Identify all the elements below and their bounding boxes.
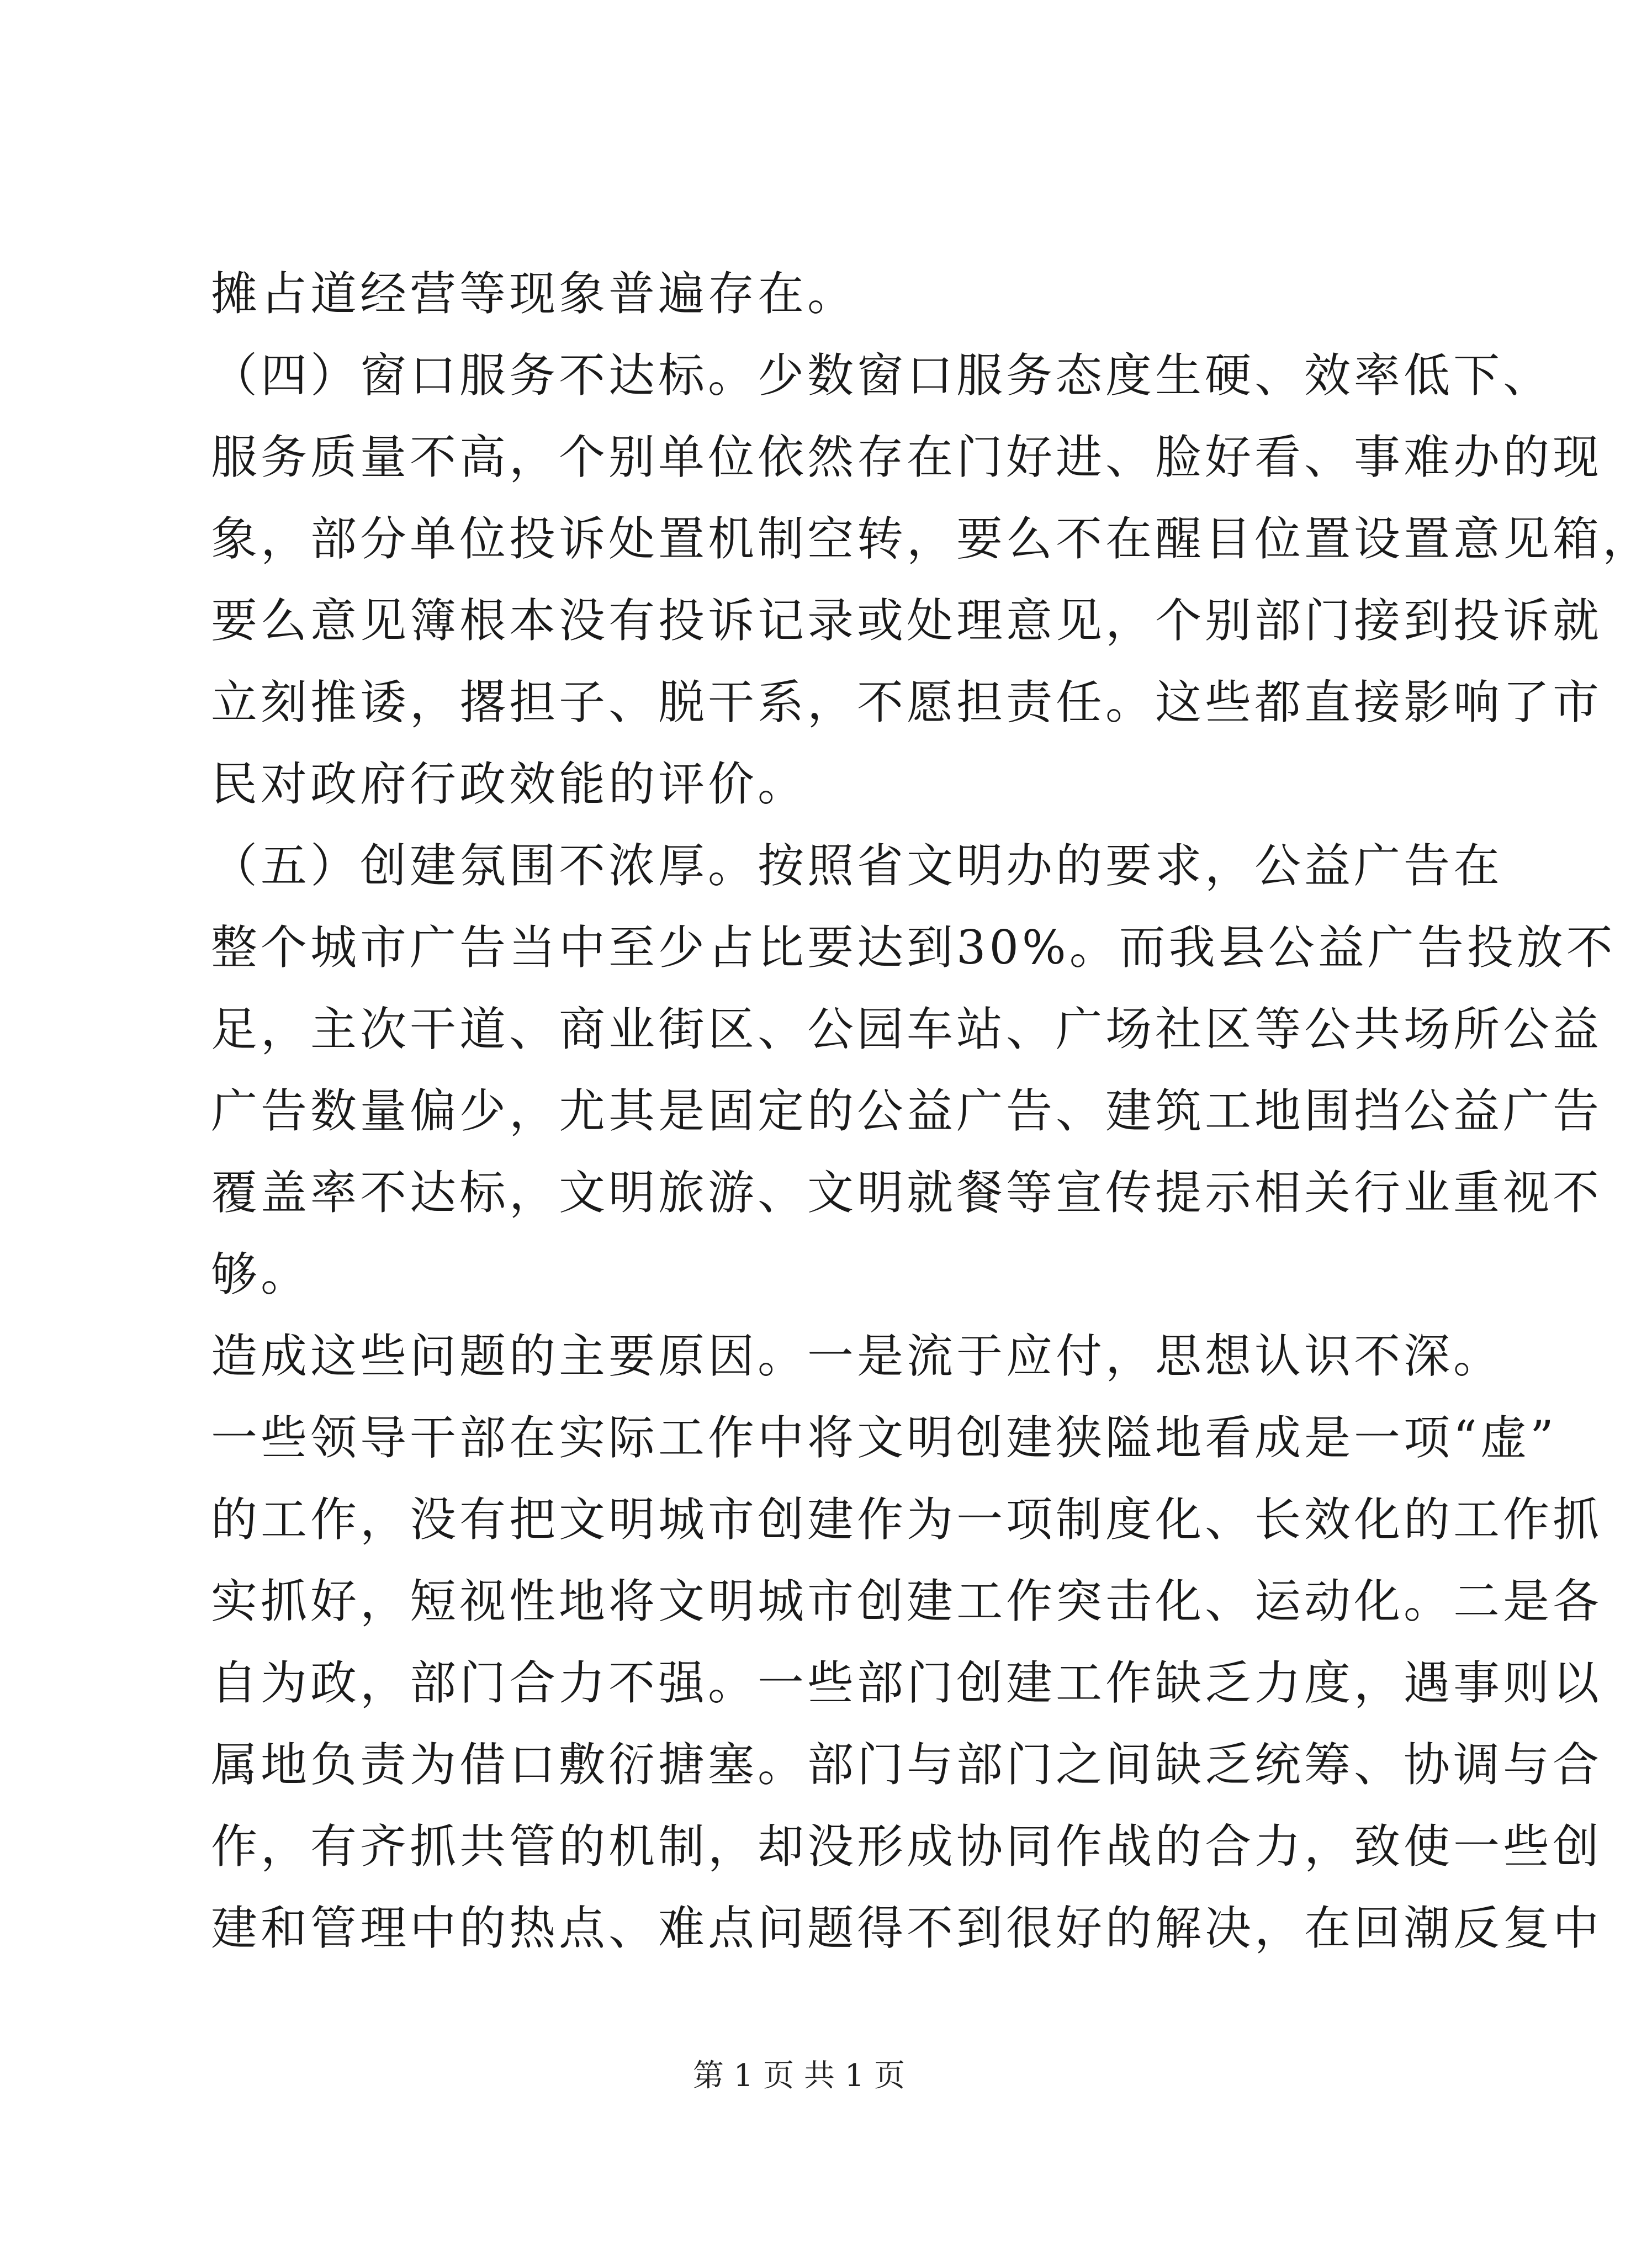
text-line: 象，部分单位投诉处置机制空转，要么不在醒目位置设置意见箱，	[211, 512, 1652, 566]
text-line: 造成这些问题的主要原因。一是流于应付，思想认识不深。	[211, 1329, 1503, 1383]
page-footer	[0, 2054, 1598, 2098]
text-line: 建和管理中的热点、难点问题得不到很好的解决，在回潮反复中	[211, 1901, 1603, 1955]
page-number: 第 1 页 共 1 页	[692, 2058, 906, 2094]
text-line: 覆盖率不达标，文明旅游、文明就餐等宣传提示相关行业重视不	[211, 1166, 1603, 1220]
text-line: 实抓好，短视性地将文明城市创建工作突击化、运动化。二是各	[211, 1574, 1603, 1628]
text-line: 属地负责为借口敷衍搪塞。部门与部门之间缺乏统筹、协调与合	[211, 1738, 1603, 1792]
text-line: 够。	[211, 1247, 311, 1301]
text-line: 民对政府行政效能的评价。	[211, 757, 808, 811]
text-line: 自为政，部门合力不强。一些部门创建工作缺乏力度，遇事则以	[211, 1656, 1603, 1710]
text-line: 一些领导干部在实际工作中将文明创建狭隘地看成是一项“虚”	[211, 1411, 1557, 1465]
text-line: （四）窗口服务不达标。少数窗口服务态度生硬、效率低下、	[211, 348, 1553, 403]
text-line: 足，主次干道、商业街区、公园车站、广场社区等公共场所公益	[211, 1002, 1603, 1056]
text-line: 摊占道经营等现象普遍存在。	[211, 267, 857, 321]
text-line: 整个城市广告当中至少占比要达到30%。而我县公益广告投放不	[211, 920, 1616, 975]
text-line: 广告数量偏少，尤其是固定的公益广告、建筑工地围挡公益广告	[211, 1084, 1603, 1138]
text-line: 的工作，没有把文明城市创建作为一项制度化、长效化的工作抓	[211, 1492, 1603, 1547]
text-line: （五）创建氛围不浓厚。按照省文明办的要求，公益广告在	[211, 839, 1503, 893]
text-line: 立刻推诿，撂担子、脱干系，不愿担责任。这些都直接影响了市	[211, 675, 1603, 729]
document-body	[211, 253, 1652, 1969]
text-line: 服务质量不高，个别单位依然存在门好进、脸好看、事难办的现	[211, 430, 1603, 484]
text-line: 作，有齐抓共管的机制，却没形成协同作战的合力，致使一些创	[211, 1819, 1603, 1873]
text-line: 要么意见簿根本没有投诉记录或处理意见，个别部门接到投诉就	[211, 594, 1603, 648]
